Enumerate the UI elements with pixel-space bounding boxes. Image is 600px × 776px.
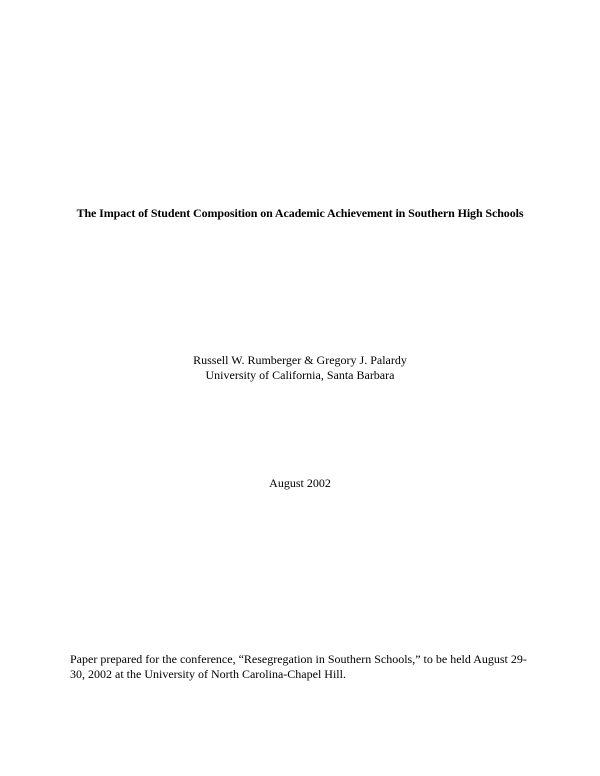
publication-date: August 2002 <box>269 476 331 490</box>
conference-note-line-2: 30, 2002 at the University of North Carolina-Chapel Hill. <box>70 667 346 681</box>
author-names: Russell W. Rumberger & Gregory J. Palardy <box>193 353 407 367</box>
paper-title: The Impact of Student Composition on Academic Achievement in Southern High Schools <box>76 206 524 220</box>
author-block <box>0 353 600 383</box>
conference-note <box>70 652 530 682</box>
author-affiliation: University of California, Santa Barbara <box>205 368 395 382</box>
conference-note-line-1: Paper prepared for the conference, “Resegregation in Southern Schools,” to be held August 29- <box>70 652 527 666</box>
